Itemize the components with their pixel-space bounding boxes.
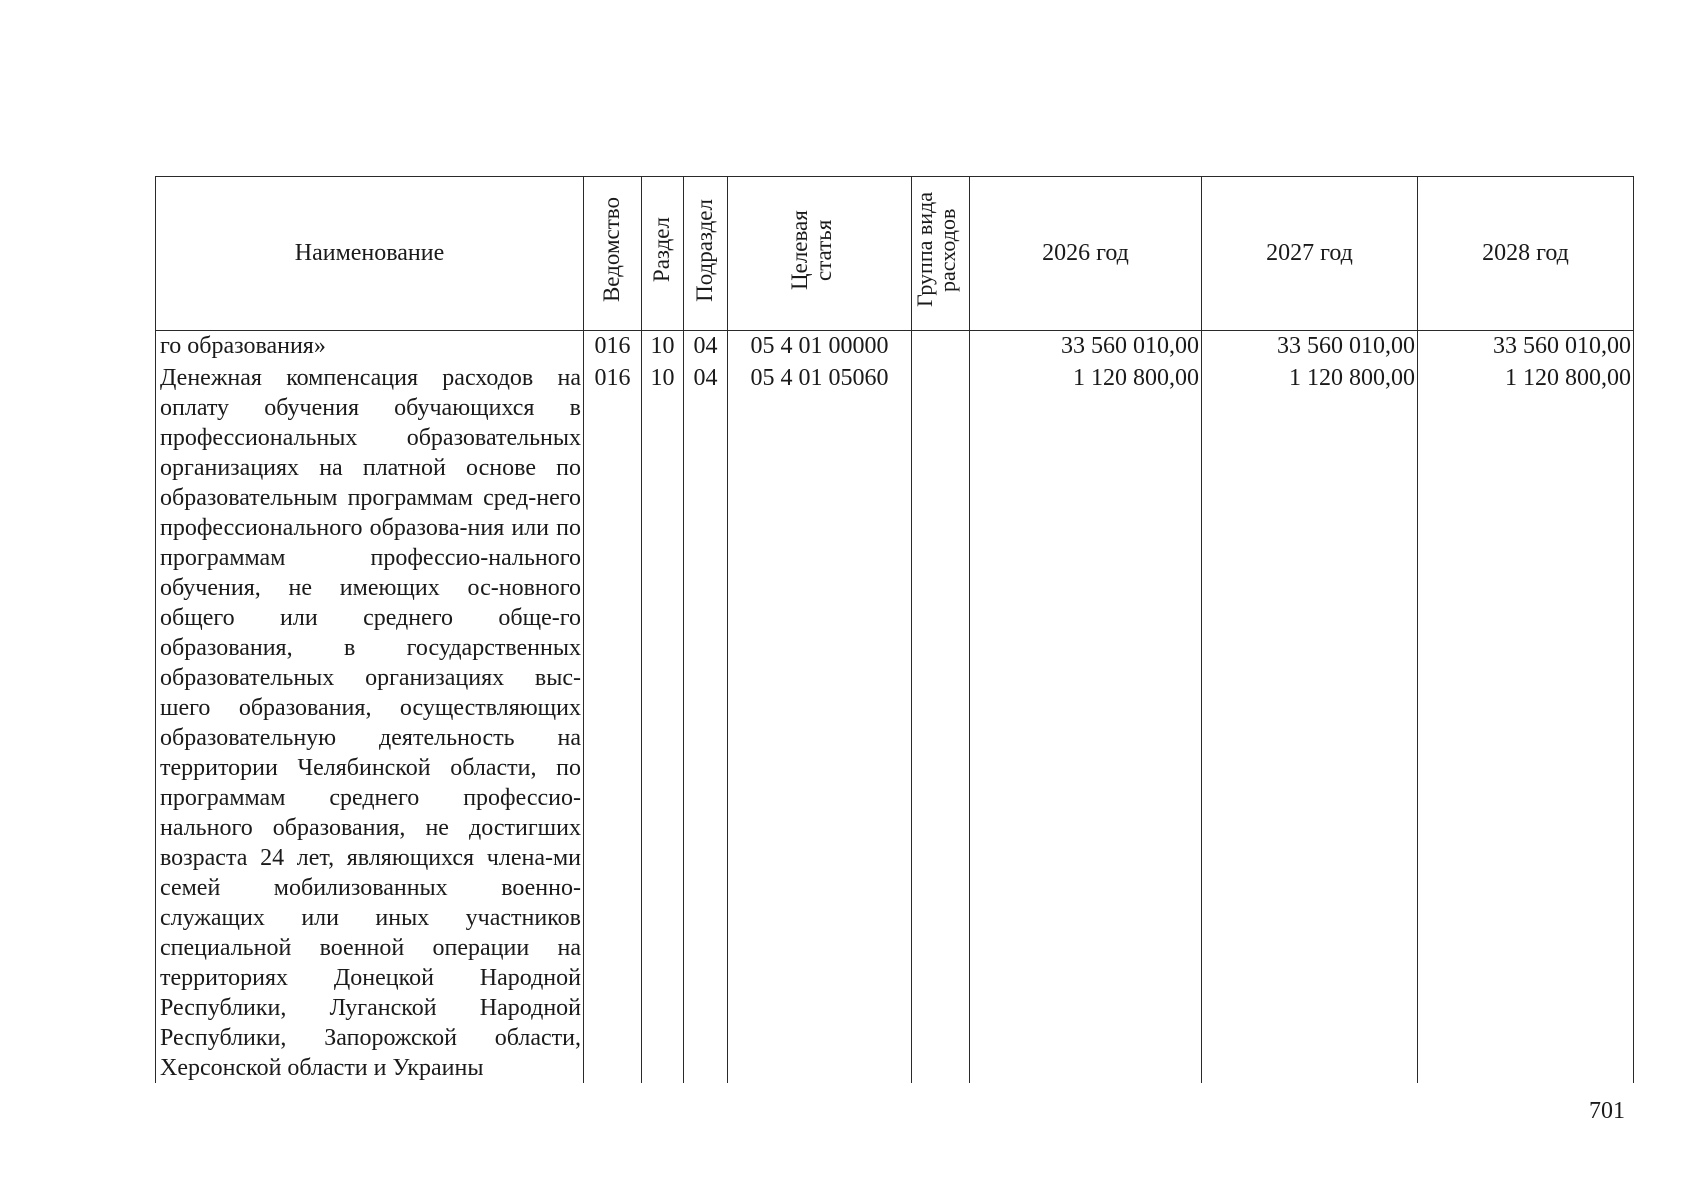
row-amount-2026: 1 120 800,00 bbox=[970, 363, 1202, 1083]
row-amount-2028: 33 560 010,00 bbox=[1418, 331, 1634, 364]
header-section bbox=[642, 177, 684, 331]
row-amount-2027: 1 120 800,00 bbox=[1202, 363, 1418, 1083]
row-target-article: 05 4 01 00000 bbox=[728, 331, 912, 364]
header-section-label: Раздел bbox=[649, 217, 675, 283]
row-amount-2028: 1 120 800,00 bbox=[1418, 363, 1634, 1083]
row-department: 016 bbox=[584, 363, 642, 1083]
row-subsection: 04 bbox=[684, 331, 728, 364]
row-expense-group bbox=[912, 363, 970, 1083]
row-section: 10 bbox=[642, 363, 684, 1083]
header-year-2026 bbox=[970, 177, 1202, 331]
header-target-article-label: Целевая статья bbox=[786, 210, 836, 290]
table-row bbox=[156, 363, 1634, 1083]
row-name-cell bbox=[156, 363, 584, 1083]
header-expense-group-label: Группа вида расходов bbox=[911, 192, 960, 308]
row-name: го образования» bbox=[160, 333, 326, 359]
row-section: 10 bbox=[642, 331, 684, 364]
header-subsection-label: Подраздел bbox=[692, 198, 718, 302]
header-department bbox=[584, 177, 642, 331]
row-amount-2027: 33 560 010,00 bbox=[1202, 331, 1418, 364]
row-name-cell bbox=[156, 331, 584, 364]
row-subsection: 04 bbox=[684, 363, 728, 1083]
header-year-2027-label: 2027 год bbox=[1266, 240, 1353, 266]
row-expense-group bbox=[912, 331, 970, 364]
row-amount-2026: 33 560 010,00 bbox=[970, 331, 1202, 364]
header-department-label: Ведомство bbox=[599, 197, 625, 303]
page-number: 701 bbox=[1589, 1098, 1625, 1124]
header-year-2026-label: 2026 год bbox=[1042, 240, 1129, 266]
table-header-row bbox=[156, 177, 1634, 331]
row-name: Денежная компенсация расходов на оплату обучения обучающихся в профессиональных образовательных организациях на платной основе по образовательным программам сред-него профессионального образова-ния или по программам профессио-нального обучения, не имеющих ос-новного общего или среднего обще-го образования, в государственных образовательных организациях выс-шего образования, осуществляющих образовательную деятельность на территории Челябинской области, по программам среднего профессио-нального образования, не достигших возраста 24 лет, являющихся члена-ми семей мобилизованных военно-служащих или иных участников специальной военной операции на территориях Донецкой Народной Республики, Луганской Народной Республики, Запорожской области, Херсонской области и Украины bbox=[160, 365, 581, 1081]
header-subsection bbox=[684, 177, 728, 331]
header-year-2028 bbox=[1418, 177, 1634, 331]
header-expense-group bbox=[912, 177, 970, 331]
budget-table bbox=[155, 176, 1634, 1083]
row-target-article: 05 4 01 05060 bbox=[728, 363, 912, 1083]
header-year-2028-label: 2028 год bbox=[1482, 240, 1569, 266]
header-target-article bbox=[728, 177, 912, 331]
table-row bbox=[156, 331, 1634, 364]
row-department: 016 bbox=[584, 331, 642, 364]
header-name bbox=[156, 177, 584, 331]
header-year-2027 bbox=[1202, 177, 1418, 331]
header-name-label: Наименование bbox=[294, 240, 445, 266]
